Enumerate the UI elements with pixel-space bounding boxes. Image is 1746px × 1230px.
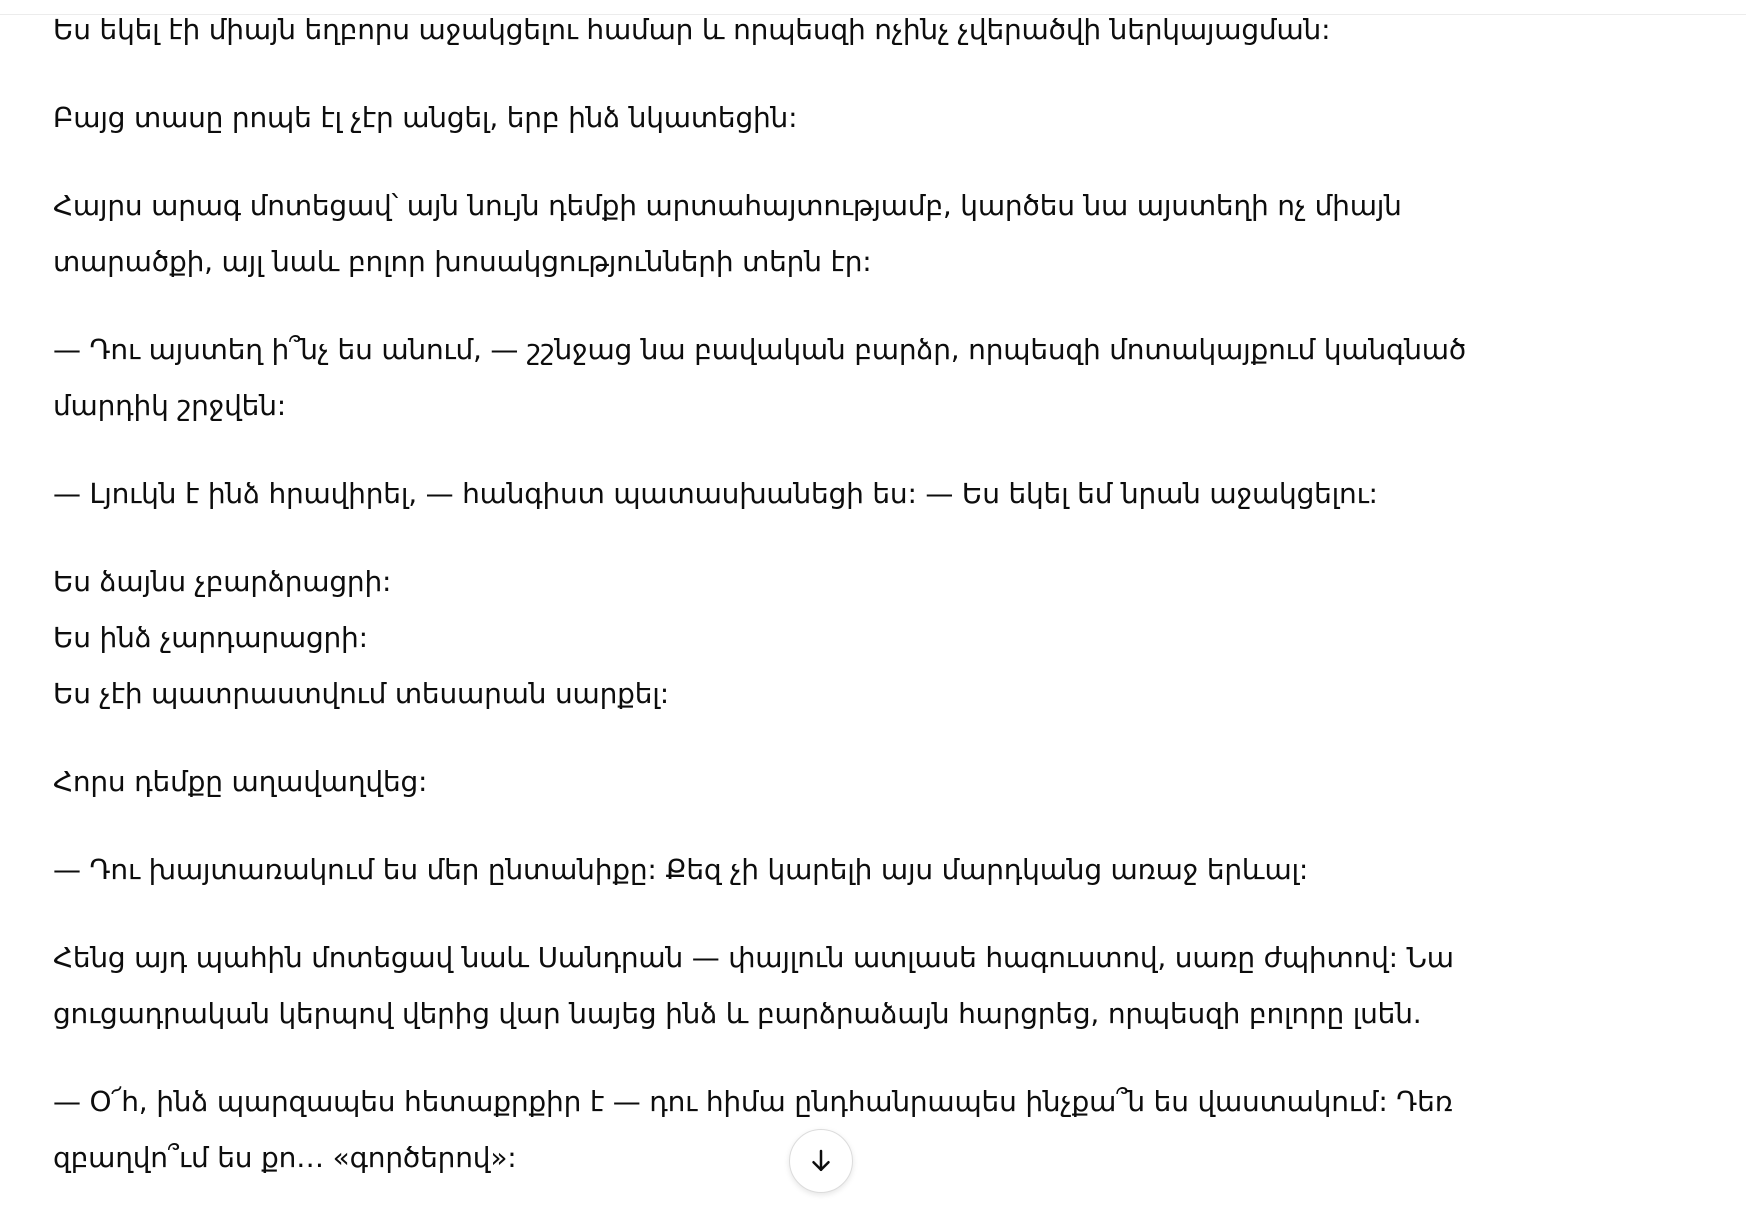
- text-line: տարածքի, այլ նաև բոլոր խոսակցությունների տերն էր:: [53, 245, 872, 278]
- text-line: ցուցադրական կերպով վերից վար նայեց ինձ և բարձրաձայն հարցրեց, որպեսզի բոլորը լսեն.: [53, 997, 1422, 1030]
- arrow-down-icon: [806, 1146, 836, 1176]
- text-line: մարդիկ շրջվեն:: [53, 389, 286, 422]
- paragraph: [53, 754, 427, 810]
- text-line: Ես եկել էի միայն եղբորս աջակցելու համար և որպեսզի ոչինչ չվերածվի ներկայացման:: [53, 13, 1331, 46]
- text-line: — Դու այստեղ ի՞նչ ես անում, — շշնջաց նա բավական բարձր, որպեսզի մոտակայքում կանգնած: [53, 333, 1467, 366]
- text-line: — Դու խայտառակում ես մեր ընտանիքը: Քեզ չի կարելի այս մարդկանց առաջ երևալ:: [53, 853, 1309, 886]
- text-line: Ես ինձ չարդարացրի:: [53, 621, 368, 654]
- paragraph: [53, 554, 669, 722]
- scroll-to-bottom-button[interactable]: [789, 1129, 853, 1193]
- paragraph: [53, 930, 1454, 1042]
- text-line: Հայրս արագ մոտեցավ՝ այն նույն դեմքի արտահայտությամբ, կարծես նա այստեղի ոչ միայն: [53, 189, 1402, 222]
- text-line: Ես ձայնս չբարձրացրի:: [53, 565, 392, 598]
- text-line: Հենց այդ պահին մոտեցավ նաև Սանդրան — փայլուն ատլասե հագուստով, սառը ժպիտով: Նա: [53, 941, 1454, 974]
- text-line: զբաղվո՞ւմ ես քո… «գործերով»:: [53, 1141, 517, 1174]
- paragraph: [53, 90, 797, 146]
- paragraph: [53, 842, 1308, 898]
- paragraph: [53, 466, 1378, 522]
- paragraph: [53, 178, 1402, 290]
- text-line: Ես չէի պատրաստվում տեսարան սարքել:: [53, 677, 669, 710]
- text-line: Հորս դեմքը աղավաղվեց:: [53, 765, 428, 798]
- paragraph: [53, 1074, 1453, 1186]
- text-line: Բայց տասը րոպե էլ չէր անցել, երբ ինձ նկատեցին:: [53, 101, 798, 134]
- text-line: — Լյուկն է ինձ հրավիրել, — հանգիստ պատասխանեցի ես: — Ես եկել եմ նրան աջակցելու:: [53, 477, 1378, 510]
- paragraph: [53, 2, 1330, 58]
- text-line: — Օ՜հ, ինձ պարզապես հետաքրքիր է — դու հիմա ընդհանրապես ինչքա՞ն ես վաստակում: Դեռ: [53, 1085, 1453, 1118]
- paragraph: [53, 322, 1466, 434]
